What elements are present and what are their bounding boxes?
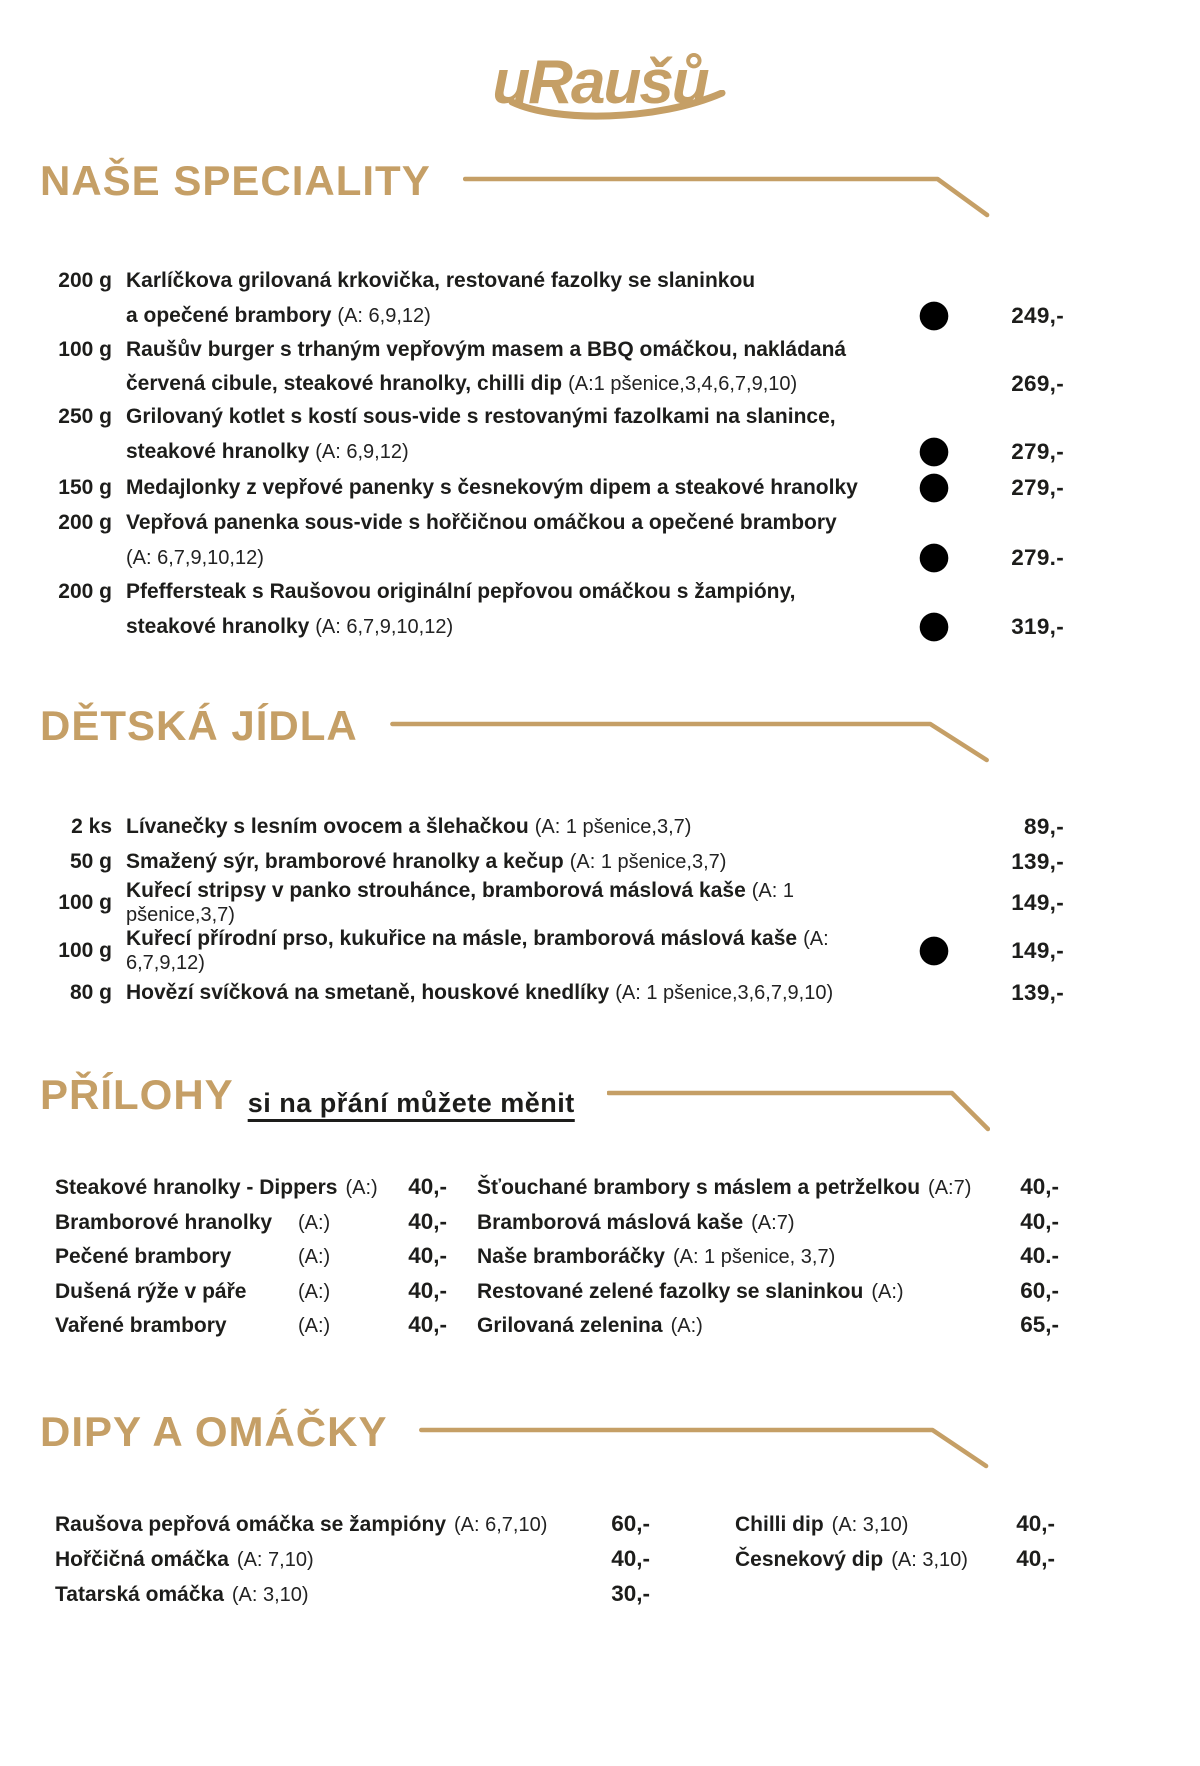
menu-item	[40, 927, 1064, 975]
item-name: Naše bramboráčky	[477, 1245, 665, 1268]
item-quantity: 200 g	[58, 510, 112, 534]
item-allergens: (A:7)	[751, 1211, 795, 1234]
item-name: Grilovaná zelenina	[477, 1314, 663, 1337]
item-text	[126, 511, 894, 535]
item-allergens: (A:)	[298, 1315, 331, 1337]
menu-item	[477, 1243, 1059, 1278]
menu-item-line	[40, 264, 1064, 298]
item-name: Bramborová máslová kaše	[477, 1210, 744, 1234]
item-quantity: 50 g	[69, 849, 112, 873]
item-price: 279,-	[1011, 439, 1064, 464]
item-price: 40,-	[408, 1277, 447, 1303]
item-allergens: (A: 6,7,9,12)	[126, 928, 829, 974]
item-allergens: (A: 3,10)	[831, 1513, 909, 1536]
menu-item	[55, 1312, 447, 1347]
section-title: DĚTSKÁ JÍDLA	[40, 702, 358, 749]
menu-item	[40, 264, 1064, 334]
item-quantity: 200 g	[58, 268, 112, 292]
gluten-free-icon	[916, 434, 952, 470]
restaurant-logo	[430, 48, 770, 117]
menu-item	[477, 1209, 1059, 1244]
item-allergens: (A:)	[670, 1315, 703, 1337]
item-name: Hovězí svíčková na smetaně, houskové knedlíky	[126, 980, 610, 1004]
menu-item	[40, 401, 1064, 471]
item-price: 60,-	[1020, 1277, 1059, 1303]
item-name: Tatarská omáčka	[55, 1582, 224, 1606]
item-price: 279,-	[1011, 475, 1064, 500]
section-title: DIPY A OMÁČKY	[40, 1407, 388, 1455]
menu-item	[735, 1546, 1055, 1581]
item-price: 149,-	[1011, 938, 1064, 963]
item-price: 149,-	[1011, 890, 1064, 915]
item-price: 40,-	[1016, 1510, 1055, 1536]
item-name: Restované zelené fazolky se slaninkou	[477, 1279, 864, 1303]
menu-item	[40, 506, 1064, 576]
kids-list	[40, 809, 1064, 1010]
section-title: NAŠE SPECIALITY	[40, 157, 431, 204]
menu-item-line	[40, 470, 1064, 506]
item-name: Pfeffersteak s Raušovou originální pepřovou omáčkou s žampióny,	[126, 580, 796, 604]
item-allergens: (A: 1 pšenice,3,7)	[569, 850, 727, 873]
item-price: 40,-	[1016, 1545, 1055, 1571]
item-price: 60,-	[611, 1510, 650, 1536]
item-price: 279.-	[1011, 544, 1064, 570]
item-name: červená cibule, steakové hranolky, chilli dip	[126, 371, 563, 395]
menu-item	[55, 1581, 650, 1616]
item-allergens: (A: 1 pšenice,3,6,7,9,10)	[615, 981, 834, 1004]
section-rule-line	[607, 1088, 990, 1134]
item-name: Česnekový dip	[735, 1547, 884, 1571]
item-name: Raušův burger s trhaným vepřovým masem a BBQ omáčkou, nakládaná	[126, 338, 847, 362]
item-quantity: 200 g	[58, 580, 112, 604]
dips-right-column	[735, 1511, 1055, 1616]
menu-item	[55, 1511, 650, 1546]
item-name: Vařené brambory	[55, 1314, 227, 1337]
item-name: Lívanečky s lesním ovocem a šlehačkou	[126, 814, 529, 838]
gluten-free-icon	[916, 933, 952, 969]
item-price: 40,-	[1020, 1208, 1059, 1234]
item-name: Raušova pepřová omáčka se žampióny	[55, 1512, 446, 1536]
section-header-kids	[40, 703, 990, 765]
menu-item	[40, 809, 1064, 844]
item-allergens: (A:)	[871, 1280, 904, 1303]
item-price: 40,-	[408, 1174, 447, 1199]
item-allergens: (A:)	[298, 1280, 331, 1303]
item-price: 139,-	[1011, 979, 1064, 1005]
item-text	[126, 615, 894, 639]
item-allergens: (A:)	[298, 1246, 331, 1268]
item-price: 269,-	[1011, 370, 1064, 396]
item-name: Kuřecí stripsy v panko strouhánce, bramborová máslová kaše	[126, 879, 746, 902]
item-name: a opečené brambory	[126, 303, 332, 327]
item-quantity: 100 g	[58, 939, 112, 962]
item-text	[126, 440, 894, 464]
item-allergens: (A:)	[345, 1177, 378, 1199]
menu-item	[477, 1278, 1059, 1313]
item-text	[126, 815, 894, 839]
menu-item-line	[40, 367, 1064, 401]
item-name: Kuřecí přírodní prso, kukuřice na másle, bramborová máslová kaše	[126, 927, 798, 950]
section-rule-line	[463, 174, 990, 220]
item-text	[126, 981, 894, 1005]
item-name: Šťouchané brambory s máslem a petrželkou	[477, 1176, 921, 1199]
item-quantity: 100 g	[58, 338, 112, 362]
menu-item	[55, 1278, 447, 1313]
menu-item	[40, 975, 1064, 1010]
item-name: Medajlonky z vepřové panenky s česnekovým dipem a steakové hranolky	[126, 476, 858, 499]
item-name: steakové hranolky	[126, 615, 310, 638]
item-price: 40,-	[408, 1243, 447, 1268]
menu-item	[40, 879, 1064, 927]
section-header-dips	[40, 1409, 990, 1471]
menu-page	[0, 48, 1200, 1766]
sides-list	[40, 1174, 1160, 1347]
item-name: Vepřová panenka sous-vide s hořčičnou omáčkou a opečené brambory	[126, 510, 837, 534]
section-subtitle: si na přání můžete měnit	[247, 1088, 575, 1118]
menu-item	[55, 1209, 447, 1244]
item-allergens: (A: 1 pšenice,3,7)	[126, 880, 794, 926]
item-name: Grilovaný kotlet s kostí sous-vide s restovanými fazolkami na slanince,	[126, 405, 836, 429]
item-allergens: (A: 6,7,10)	[454, 1513, 548, 1536]
item-price: 40,-	[611, 1545, 650, 1571]
item-text	[126, 927, 894, 975]
item-allergens: (A: 6,7,9,10,12)	[126, 546, 264, 569]
menu-item	[55, 1546, 650, 1581]
speciality-list	[40, 264, 1064, 645]
item-price: 65,-	[1020, 1312, 1059, 1337]
menu-item-line	[40, 434, 1064, 470]
item-text	[126, 269, 894, 293]
item-price: 319,-	[1011, 614, 1064, 639]
menu-item-line	[40, 401, 1064, 435]
item-name: Chilli dip	[735, 1512, 824, 1536]
item-quantity: 2 ks	[71, 814, 112, 838]
sides-right-column	[477, 1174, 1059, 1347]
menu-item-line	[40, 609, 1064, 645]
item-name: Dušená rýže v páře	[55, 1279, 247, 1303]
menu-item	[735, 1511, 1055, 1546]
menu-item	[40, 576, 1064, 646]
item-allergens: (A: 1 pšenice,3,7)	[534, 815, 692, 838]
menu-item	[40, 334, 1064, 401]
dips-list	[40, 1511, 1160, 1616]
item-name: steakové hranolky	[126, 440, 310, 463]
item-name: Bramborové hranolky	[55, 1210, 273, 1234]
item-quantity: 100 g	[58, 891, 112, 914]
item-price: 40,-	[408, 1312, 447, 1337]
item-text	[126, 879, 894, 927]
menu-item-line	[40, 334, 1064, 368]
item-text	[126, 476, 894, 500]
menu-item-line	[40, 298, 1064, 334]
gluten-free-icon	[916, 540, 952, 576]
item-allergens: (A: 6,9,12)	[315, 441, 409, 463]
item-name: Smažený sýr, bramborové hranolky a kečup	[126, 849, 564, 873]
gluten-free-icon	[916, 298, 952, 334]
item-text	[126, 338, 894, 362]
item-text	[126, 850, 894, 874]
section-title: PŘÍLOHY	[40, 1071, 234, 1118]
item-price: 30,-	[611, 1580, 650, 1606]
item-name: Pečené brambory	[55, 1245, 232, 1268]
menu-item	[477, 1174, 1059, 1209]
item-allergens: (A: 3,10)	[891, 1548, 968, 1571]
item-allergens: (A:1 pšenice,3,4,6,7,9,10)	[568, 372, 798, 395]
item-name: Hořčičná omáčka	[55, 1547, 229, 1571]
section-header-sides	[40, 1072, 990, 1134]
sides-left-column	[55, 1174, 447, 1347]
item-quantity: 150 g	[58, 476, 112, 499]
item-text	[126, 546, 894, 570]
menu-item	[477, 1312, 1059, 1347]
item-text	[126, 372, 894, 396]
item-text	[126, 580, 894, 604]
item-allergens: (A: 1 pšenice, 3,7)	[672, 1246, 836, 1268]
menu-item	[40, 470, 1064, 506]
item-allergens: (A: 3,10)	[231, 1583, 309, 1606]
section-header-speciality	[40, 158, 990, 220]
menu-item	[55, 1174, 447, 1209]
gluten-free-icon	[916, 609, 952, 645]
item-price: 139,-	[1011, 848, 1064, 874]
logo-swoosh-icon	[508, 90, 726, 124]
item-price: 89,-	[1024, 813, 1064, 839]
item-text	[126, 405, 894, 429]
restaurant-logo-text: uRaušů	[492, 48, 708, 117]
item-allergens: (A: 6,7,9,10,12)	[315, 616, 454, 638]
section-rule-line	[390, 719, 990, 765]
item-text	[126, 304, 894, 328]
menu-item-line	[40, 506, 1064, 540]
gluten-free-icon	[916, 470, 952, 506]
item-price: 40.-	[1020, 1243, 1059, 1268]
item-allergens: (A:7)	[928, 1177, 972, 1199]
item-price: 249,-	[1011, 302, 1064, 328]
item-allergens: (A: 6,9,12)	[337, 304, 431, 327]
section-rule-line	[419, 1425, 990, 1471]
dips-left-column	[55, 1511, 650, 1616]
menu-item-line	[40, 576, 1064, 610]
item-allergens: (A: 7,10)	[236, 1548, 314, 1571]
item-quantity: 250 g	[58, 405, 112, 429]
item-name: Steakové hranolky - Dippers	[55, 1176, 338, 1199]
item-allergens: (A:)	[298, 1211, 331, 1234]
menu-item-line	[40, 540, 1064, 576]
menu-item	[40, 844, 1064, 879]
item-name: Karlíčkova grilovaná krkovička, restované fazolky se slaninkou	[126, 268, 756, 292]
item-price: 40,-	[1020, 1174, 1059, 1199]
item-quantity: 80 g	[69, 980, 112, 1004]
item-price: 40,-	[408, 1208, 447, 1234]
menu-item	[55, 1243, 447, 1278]
